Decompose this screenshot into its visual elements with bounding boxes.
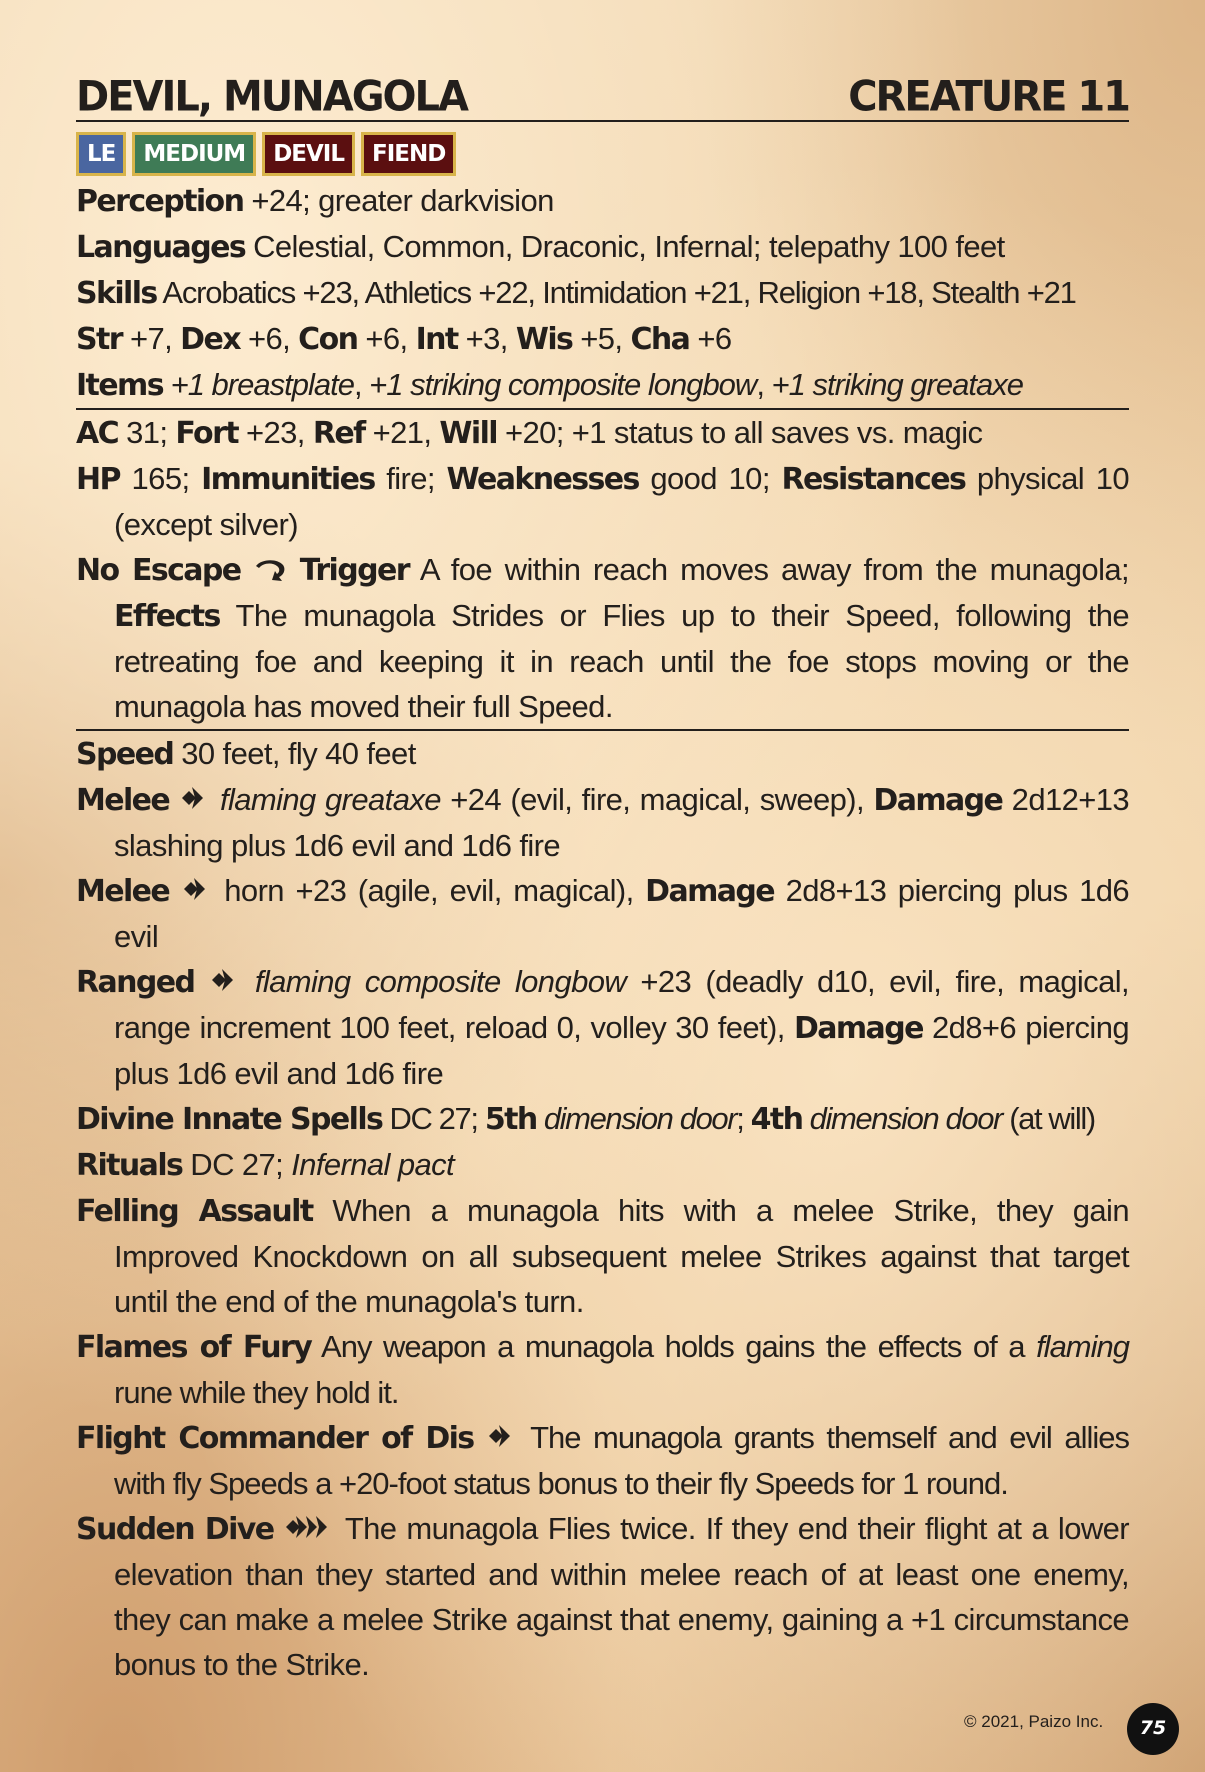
single-action-icon <box>209 965 241 995</box>
flames-of-fury-ability: Flames of Fury Any weapon a munagola holds gains the effects of a flaming rune while they hold it. <box>76 1329 1129 1410</box>
stat-block <box>76 70 1129 1687</box>
trait-fiend: FIEND <box>361 132 456 176</box>
skills-line: Skills Acrobatics +23, Athletics +22, Intimidation +21, Religion +18, Stealth +21 <box>76 275 1076 311</box>
languages-line: Languages Celestial, Common, Draconic, Infernal; telepathy 100 feet <box>76 229 1005 265</box>
perception-line: Perception +24; greater darkvision <box>76 183 554 219</box>
flight-commander-ability: Flight Commander of Dis The munagola grants themself and evil allies with fly Speeds a +20-foot status bonus to their fly Speeds for 1 round. <box>76 1420 1129 1501</box>
speed-line: Speed 30 feet, fly 40 feet <box>76 736 416 772</box>
single-action-icon <box>179 783 211 813</box>
trait-devil: DEVIL <box>262 132 355 176</box>
ranged-longbow: Ranged flaming composite longbow +23 (deadly d10, evil, fire, magical, range increment 100 feet, reload 0, volley 30 feet), Damage 2d8+6 piercing plus 1d6 evil and 1d6 fire <box>76 964 1130 1091</box>
single-action-icon <box>486 1421 518 1451</box>
sudden-dive-ability: Sudden Dive The munagola Flies twice. If they end their flight at a lower elevation than they started and within melee reach of at least one enemy, they can make a melee Strike against that enemy, gaining a +1 circumstance bonus to the Strike. <box>76 1511 1129 1682</box>
reaction-icon <box>253 557 287 583</box>
copyright: © 2021, Paizo Inc. <box>964 1712 1104 1731</box>
creature-name: DEVIL, MUNAGOLA <box>76 72 467 122</box>
two-actions-icon <box>283 1512 335 1542</box>
trait-alignment: LE <box>76 132 126 176</box>
abilities-line: Str +7, Dex +6, Con +6, Int +3, Wis +5, Cha +6 <box>76 321 732 357</box>
melee-greataxe: Melee flaming greataxe +24 (evil, fire, magical, sweep), Damage 2d12+13 slashing plus 1d6 evil and 1d6 fire <box>76 782 1130 863</box>
innate-spells-line: Divine Innate Spells DC 27; 5th dimension door; 4th dimension door (at will) <box>76 1101 1095 1137</box>
items-line: Items +1 breastplate, +1 striking composite longbow, +1 striking greataxe <box>76 362 1129 410</box>
melee-horn: Melee horn +23 (agile, evil, magical), Damage 2d8+13 piercing plus 1d6 evil <box>76 873 1130 954</box>
single-action-icon <box>181 874 213 904</box>
trait-list <box>76 132 1129 176</box>
felling-assault-ability: Felling Assault When a munagola hits with a melee Strike, they gain Improved Knockdown on all subsequent melee Strikes against that target until the end of the munagola's turn. <box>76 1193 1129 1319</box>
no-escape-ability: No Escape Trigger A foe within reach moves away from the munagola; Effects The munagola Strides or Flies up to their Speed, following the retreating foe and keeping it in reach until the foe stops moving or the munagola has moved their full Speed. <box>76 547 1129 731</box>
creature-level: CREATURE 11 <box>848 72 1129 122</box>
defense-line: AC 31; Fort +23, Ref +21, Will +20; +1 status to all saves vs. magic <box>76 415 983 451</box>
trait-size: MEDIUM <box>132 132 256 176</box>
rituals-line: Rituals DC 27; Infernal pact <box>76 1147 455 1183</box>
page-number: 75 <box>1127 1703 1179 1755</box>
title-row <box>76 70 1129 122</box>
hp-line: HP 165; Immunities fire; Weaknesses good 10; Resistances physical 10 (except silver) <box>76 461 1129 542</box>
